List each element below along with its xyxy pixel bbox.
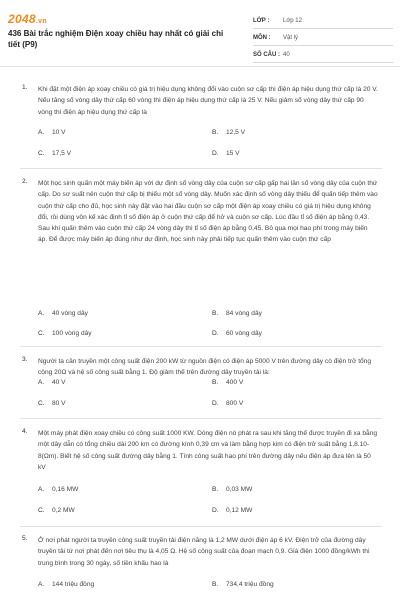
option-text: 734,4 triệu đồng [226, 581, 274, 588]
option-b[interactable] [212, 486, 252, 493]
option-letter: A. [38, 379, 45, 386]
question-divider [20, 418, 382, 419]
option-letter: C. [38, 150, 45, 157]
option-b[interactable] [212, 310, 262, 317]
meta-value: 40 [283, 52, 290, 58]
option-a[interactable] [38, 379, 66, 386]
question-text: Một học sinh quấn một máy biến áp với dự định số vòng dây của cuộn sơ cấp gấp hai lần số vòng dây của cuộn thứ cấp. Do sơ suất nên cuộn thứ cấp bị thiếu một số vòng dây. Muốn xác định số vòng dây thiếu để quấn tiếp thêm vào cuộn thứ cấp cho đủ, học sinh này đặt vào hai đầu cuộn sơ cấp một điện áp xoay chiều có giá trị hiệu dụng không đổi, rồi dùng vôn kế xác định tỉ số điện áp ở cuộn thứ cấp để hở và cuộn sơ cấp. Lúc đầu tỉ số điện áp bằng 0,43. Sau khi quấn thêm vào cuộn thứ cấp 24 vòng dây thì tỉ số điện áp bằng 0,45. Bỏ qua mọi hao phí trong máy biến áp. Để được máy biến áp đúng như dự định, học sinh này phải tiếp tục quấn thêm vào cuộn thứ cấp [38, 180, 378, 244]
option-letter: B. [212, 129, 219, 136]
option-letter: B. [212, 310, 219, 317]
option-text: 40 vòng dây [52, 310, 88, 317]
question-number: 5. [22, 535, 28, 542]
question-divider [20, 526, 382, 527]
option-text: 12,5 V [226, 129, 246, 136]
option-d[interactable] [212, 400, 243, 407]
option-text: 10 V [52, 129, 66, 136]
question-text: Một máy phát điện xoay chiều có công suất 1000 KW. Dòng điện nó phát ra sau khi tăng thế được truyền đi xa bằng một dây dẫn có tổng chiều dài 200 km có đường kính 0,39 cm và làm bằng hợp kim có điện trở suất bằng 1,8.10-8(Ωm). Biết hệ số công suất đường dây bằng 1. Tính công suất hao phí trên đường dây nếu điện áp đưa lên là 50 kV [38, 430, 378, 471]
meta-row-class [253, 14, 393, 29]
option-text: 100 vòng dây [52, 330, 92, 337]
meta-row-subject [253, 31, 393, 46]
option-c[interactable] [38, 400, 66, 407]
question-text: Người ta cần truyền một công suất điện 200 kW từ nguồn điện có điện áp 5000 V trên đường dây có điện trở tổng cộng 20Ω và hệ số công suất bằng 1. Độ giảm thế trên đường dây truyền tải là: [38, 358, 372, 377]
question-divider [20, 346, 382, 347]
option-text: 60 vòng dây [226, 330, 262, 337]
option-text: 84 vòng dây [226, 310, 262, 317]
option-a[interactable] [38, 310, 88, 317]
option-letter: C. [38, 330, 45, 337]
meta-value: Lớp 12 [283, 18, 302, 24]
option-a[interactable] [38, 129, 66, 136]
option-text: 400 V [226, 379, 244, 386]
option-text: 144 triệu đồng [52, 581, 95, 588]
option-text: 0,12 MW [226, 507, 253, 514]
option-letter: B. [212, 379, 219, 386]
logo-suffix: .vn [35, 18, 47, 25]
meta-row-count [253, 48, 393, 63]
option-a[interactable] [38, 581, 94, 588]
option-letter: A. [38, 486, 45, 493]
document-title: 436 Bài trắc nghiệm Điện xoay chiều hay nhất có giải chi tiết (P9) [8, 29, 224, 49]
option-letter: D. [212, 150, 219, 157]
option-d[interactable] [212, 507, 252, 514]
meta-value: Vật lý [283, 35, 299, 41]
option-text: 15 V [226, 150, 240, 157]
option-letter: B. [212, 581, 219, 588]
option-c[interactable] [38, 507, 75, 514]
meta-label: MÔN : [253, 35, 271, 41]
option-text: 0,03 MW [226, 486, 253, 493]
option-letter: A. [38, 310, 45, 317]
option-letter: C. [38, 400, 45, 407]
option-text: 80 V [52, 400, 66, 407]
option-letter: C. [38, 507, 45, 514]
option-letter: D. [212, 400, 219, 407]
meta-label: LỚP : [253, 18, 270, 24]
option-b[interactable] [212, 581, 274, 588]
option-letter: A. [38, 581, 45, 588]
option-letter: A. [38, 129, 45, 136]
logo-text: 2048 [8, 12, 36, 26]
header [0, 0, 400, 62]
question-number: 4. [22, 428, 28, 435]
question-divider [20, 168, 382, 169]
question-number: 2. [22, 178, 28, 185]
option-d[interactable] [212, 330, 262, 337]
option-letter: D. [212, 507, 219, 514]
document-meta [253, 14, 393, 65]
question-text: Ở nơi phát người ta truyền công suất truyền tải điện năng là 1,2 MW dưới điện áp 6 kV. Điện trở của đường dây truyền tải từ nơi phát đến nơi tiêu thụ là 4,05 Ω. Hệ số công suất của đoạn mạch 0,9. Giá điện 1000 đồng/kWh thì trung bình trong 30 ngày, số tiền khấu hao là [38, 537, 370, 567]
option-text: 800 V [226, 400, 244, 407]
option-text: 0,16 MW [52, 486, 79, 493]
question-text: Khi đặt một điện áp xoay chiều có giá trị hiệu dụng không đổi vào cuộn sơ cấp thì điện áp hiệu dụng thứ cấp là 20 V. Nếu tăng số vòng dây thứ cấp 60 vòng thì điện áp hiệu dụng thứ cấp là 25 V. Nếu giảm số vòng dây thứ cấp 90 vòng thì điện áp hiệu dụng thứ cấp là [38, 86, 378, 116]
option-letter: B. [212, 486, 219, 493]
option-b[interactable] [212, 379, 243, 386]
option-c[interactable] [38, 150, 71, 157]
meta-label: SỐ CÂU : [253, 52, 280, 58]
option-c[interactable] [38, 330, 92, 337]
question-number: 1. [22, 84, 28, 91]
option-b[interactable] [212, 129, 245, 136]
site-logo[interactable] [8, 12, 47, 26]
question-number: 3. [22, 356, 28, 363]
option-text: 40 V [52, 379, 66, 386]
option-a[interactable] [38, 486, 78, 493]
option-letter: D. [212, 330, 219, 337]
option-text: 17,5 V [52, 150, 72, 157]
option-text: 0,2 MW [52, 507, 75, 514]
header-divider [0, 66, 400, 67]
option-d[interactable] [212, 150, 240, 157]
